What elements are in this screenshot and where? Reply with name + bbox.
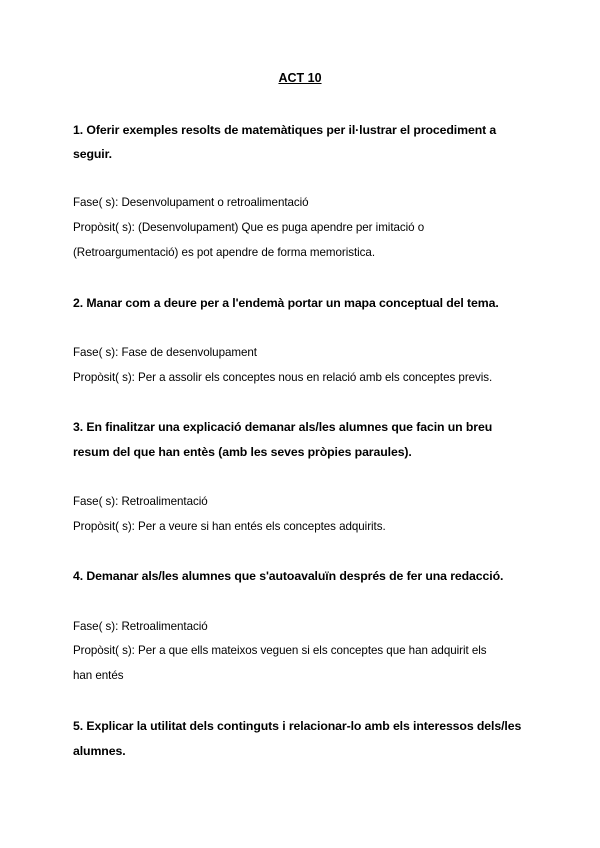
question-4-phase: Fase( s): Retroalimentació xyxy=(73,620,208,633)
page-title: ACT 10 xyxy=(278,71,322,85)
question-4-purpose-line-1: Propòsit( s): Per a que ells mateixos veguen si els conceptes que han adquirit els xyxy=(73,644,487,657)
question-3-phase: Fase( s): Retroalimentació xyxy=(73,495,208,508)
question-5-line-2: alumnes. xyxy=(73,744,126,758)
question-2-purpose-line-1: Propòsit( s): Per a assolir els conceptes nous en relació amb els conceptes previs. xyxy=(73,371,493,384)
question-1-phase: Fase( s): Desenvolupament o retroalimentació xyxy=(73,196,309,209)
question-2-line-1: 2. Manar com a deure per a l'endemà portar un mapa conceptual del tema. xyxy=(73,296,499,310)
question-1-purpose-line-1: Propòsit( s): (Desenvolupament) Que es puga apendre per imitació o xyxy=(73,221,425,234)
question-4-purpose-line-2: han entés xyxy=(73,669,124,682)
question-3-purpose-line-1: Propòsit( s): Per a veure si han entés els conceptes adquirits. xyxy=(73,520,386,533)
question-5-line-1: 5. Explicar la utilitat dels continguts i relacionar-lo amb els interessos dels/les xyxy=(73,719,522,733)
question-1-line-1: 1. Oferir exemples resolts de matemàtiques per il·lustrar el procediment a xyxy=(73,123,497,137)
question-1-purpose-line-2: (Retroargumentació) es pot apendre de forma memoristica. xyxy=(73,246,375,259)
question-1-line-2: seguir. xyxy=(73,147,112,161)
question-3-line-2: resum del que han entès (amb les seves pròpies paraules). xyxy=(73,445,412,459)
question-3-line-1: 3. En finalitzar una explicació demanar als/les alumnes que facin un breu xyxy=(73,420,493,434)
question-2-phase: Fase( s): Fase de desenvolupament xyxy=(73,346,257,359)
question-4-line-1: 4. Demanar als/les alumnes que s'autoavaluïn després de fer una redacció. xyxy=(73,569,504,583)
